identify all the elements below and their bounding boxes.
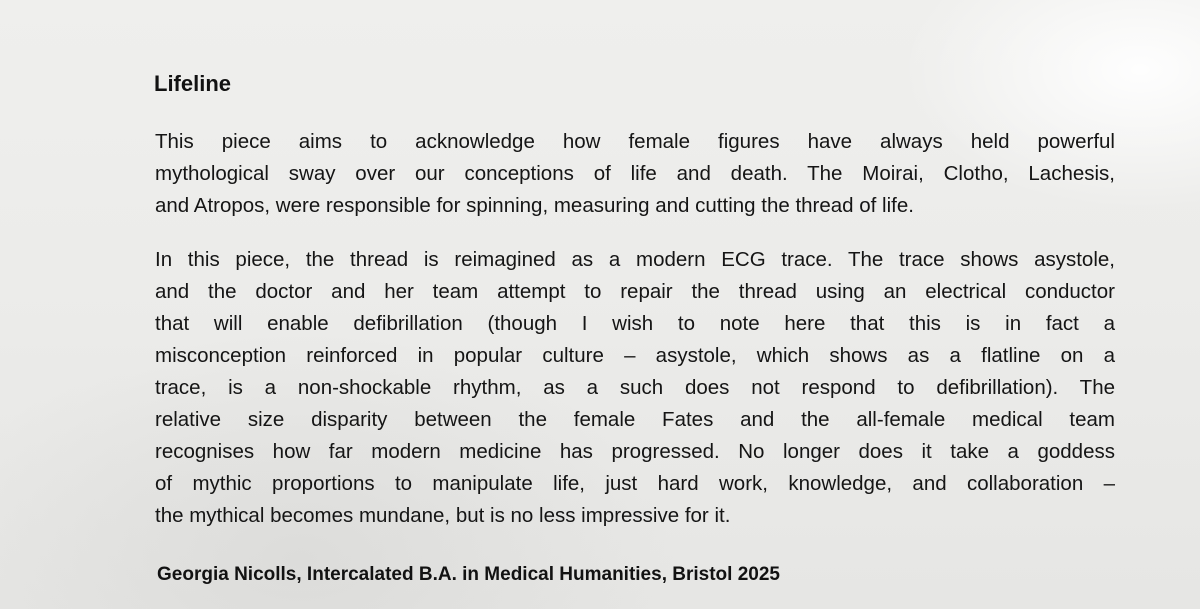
- paragraph-line: and Atropos, were responsible for spinning, measuring and cutting the thread of life.: [155, 194, 914, 217]
- paragraph-line: In this piece, the thread is reimagined as a modern ECG trace. The trace shows asystole,: [155, 248, 1115, 271]
- paragraph-line: relative size disparity between the female Fates and the all-female medical team: [155, 408, 1115, 431]
- paragraph-line: and the doctor and her team attempt to repair the thread using an electrical conductor: [155, 280, 1115, 303]
- paragraph-line: the mythical becomes mundane, but is no less impressive for it.: [155, 504, 731, 527]
- author-credit: Georgia Nicolls, Intercalated B.A. in Medical Humanities, Bristol 2025: [157, 564, 780, 585]
- paragraph-line: recognises how far modern medicine has progressed. No longer does it take a goddess: [155, 440, 1115, 463]
- paragraph-intro: [155, 126, 1115, 222]
- paragraph-line: This piece aims to acknowledge how female figures have always held powerful: [155, 130, 1115, 153]
- paragraph-line: of mythic proportions to manipulate life, just hard work, knowledge, and collaboration –: [155, 472, 1115, 495]
- paragraph-line: mythological sway over our conceptions of life and death. The Moirai, Clotho, Lachesis,: [155, 162, 1115, 185]
- paragraph-description: [155, 244, 1115, 532]
- paragraph-line: misconception reinforced in popular culture – asystole, which shows as a flatline on a: [155, 344, 1115, 367]
- label-title: Lifeline: [154, 71, 232, 96]
- paragraph-line: that will enable defibrillation (though I wish to note here that this is in fact a: [155, 312, 1115, 335]
- paragraph-line: trace, is a non-shockable rhythm, as a such does not respond to defibrillation). The: [155, 376, 1115, 399]
